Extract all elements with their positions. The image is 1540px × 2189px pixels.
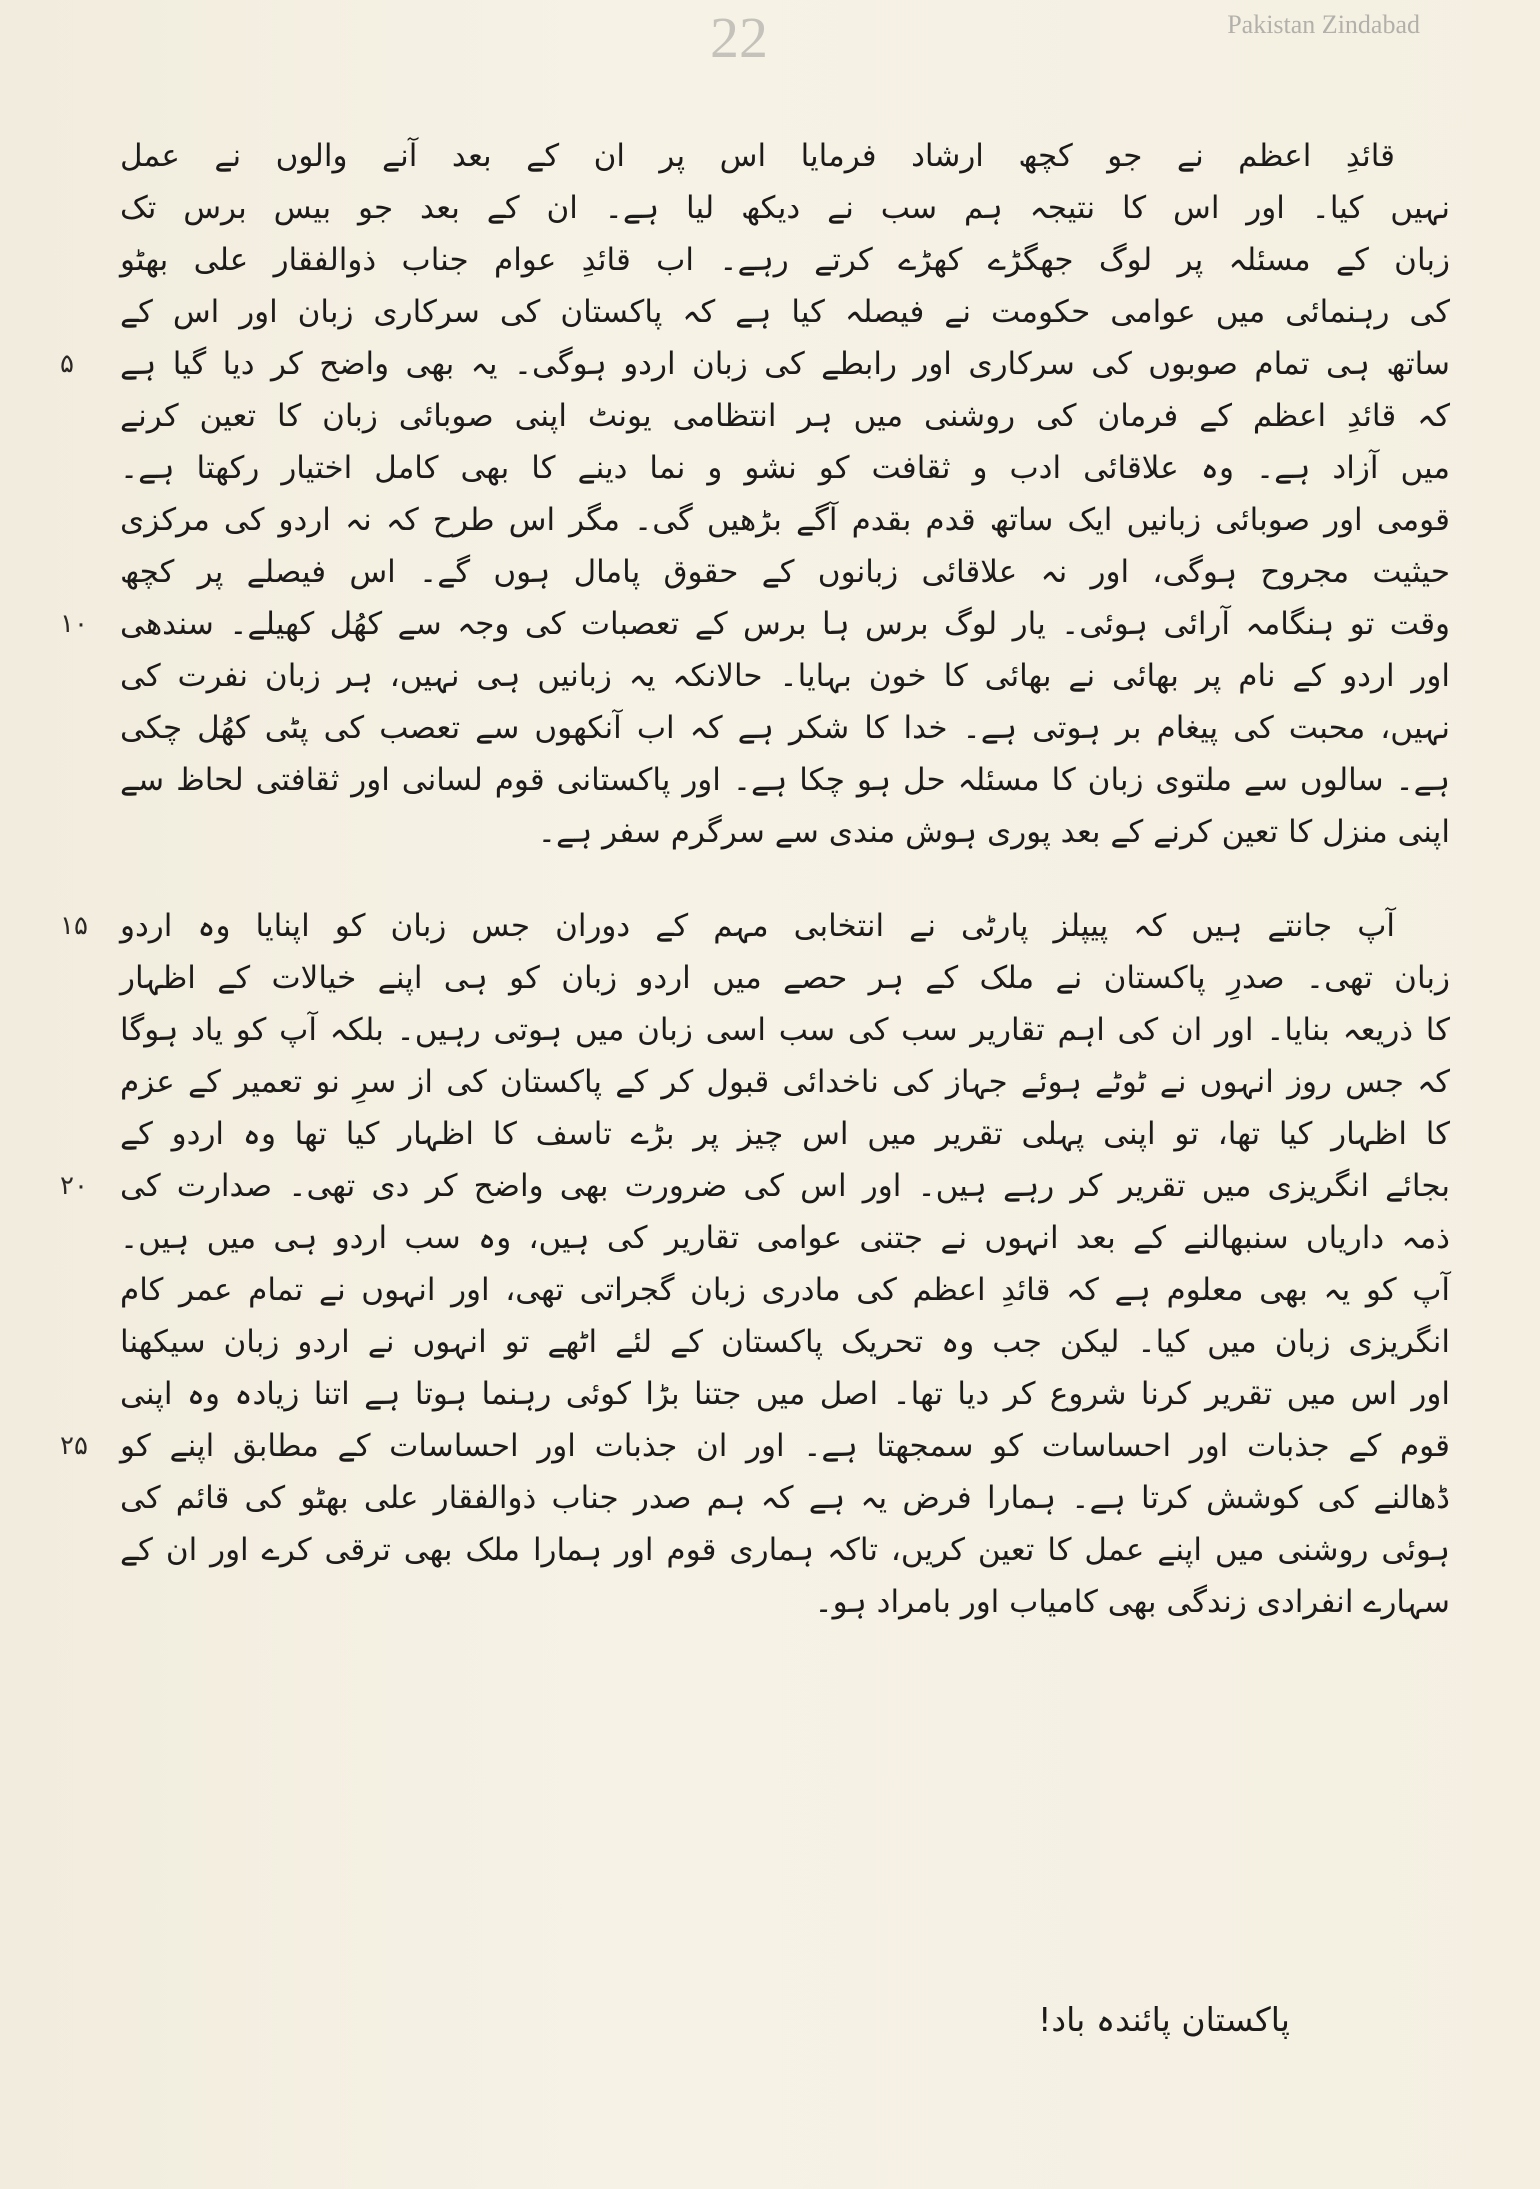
line-text: کہ جس روز انہوں نے ٹوٹے ہوئے جہاز کی ناخدائی قبول کر کے پاکستان کی از سرِ نو تعمیر کے عزم [120, 1064, 1450, 1100]
line-text: حیثیت مجروح ہوگی، اور نہ علاقائی زبانوں کے حقوق پامال ہوں گے۔ اس فیصلے پر کچھ [120, 554, 1450, 590]
text-line [60, 286, 1490, 338]
line-text: زبان کے مسئلہ پر لوگ جھگڑے کھڑے کرتے رہے۔ اب قائدِ عوام جناب ذوالفقار علی بھٹو [120, 242, 1450, 278]
paragraph [60, 900, 1490, 1628]
text-line [60, 1368, 1490, 1420]
line-text: نہیں کیا۔ اور اس کا نتیجہ ہم سب نے دیکھ لیا ہے۔ ان کے بعد جو بیس برس تک [120, 190, 1450, 226]
line-text: ہے۔ سالوں سے ملتوی زبان کا مسئلہ حل ہو چکا ہے۔ اور پاکستانی قوم لسانی اور ثقافتی لحاظ سے [120, 762, 1450, 798]
line-text: وقت تو ہنگامہ آرائی ہوئی۔ یار لوگ برس ہا برس کے تعصبات کی وجہ سے کھُل کھیلے۔ سندھی [120, 606, 1450, 642]
text-line [60, 130, 1490, 182]
line-text: کہ قائدِ اعظم کے فرمان کی روشنی میں ہر انتظامی یونٹ اپنی صوبائی زبان کا تعین کرنے [120, 398, 1450, 434]
text-line [60, 1160, 1490, 1212]
line-text: اور اردو کے نام پر بھائی نے بھائی کا خون بہایا۔ حالانکہ یہ زبانیں ہی نہیں، ہر زبان نفرت کی [120, 658, 1450, 694]
text-line [60, 900, 1490, 952]
line-text: بجائے انگریزی میں تقریر کر رہے ہیں۔ اور اس کی ضرورت بھی واضح کر دی تھی۔ صدارت کی [120, 1168, 1450, 1204]
page-number: 22 [710, 5, 768, 70]
text-line [60, 702, 1490, 754]
text-line [60, 494, 1490, 546]
text-line [60, 442, 1490, 494]
text-line [60, 234, 1490, 286]
text-line [60, 1420, 1490, 1472]
text-line [60, 806, 1490, 858]
text-line [60, 650, 1490, 702]
text-line [60, 1524, 1490, 1576]
line-number: ۲۰ [60, 1171, 88, 1201]
line-text: ہوئی روشنی میں اپنے عمل کا تعین کریں، تاکہ ہماری قوم اور ہمارا ملک بھی ترقی کرے اور ان کے [120, 1532, 1450, 1568]
text-line [60, 1056, 1490, 1108]
line-text: ساتھ ہی تمام صوبوں کی سرکاری اور رابطے کی زبان اردو ہوگی۔ یہ بھی واضح کر دیا گیا ہے [120, 346, 1450, 382]
paragraph-gap [60, 858, 1490, 900]
paragraph [60, 130, 1490, 858]
line-text: ذمہ داریاں سنبھالنے کے بعد انہوں نے جتنی عوامی تقاریر کی ہیں، وہ سب اردو ہی میں ہیں۔ [120, 1220, 1450, 1256]
text-line [60, 1004, 1490, 1056]
line-number: ۲۵ [60, 1431, 88, 1461]
line-text: زبان تھی۔ صدرِ پاکستان نے ملک کے ہر حصے میں اردو زبان کو ہی اپنے خیالات کے اظہار [120, 960, 1450, 996]
line-number: ۱۰ [60, 609, 88, 639]
line-number: ۵ [60, 349, 74, 379]
line-text: اپنی منزل کا تعین کرنے کے بعد پوری ہوش مندی سے سرگرم سفر ہے۔ [537, 814, 1450, 850]
line-text: آپ جانتے ہیں کہ پیپلز پارٹی نے انتخابی مہم کے دوران جس زبان کو اپنایا وہ اردو [120, 908, 1395, 944]
line-text: کا اظہار کیا تھا، تو اپنی پہلی تقریر میں اس چیز پر بڑے تاسف کا اظہار کیا تھا وہ اردو کے [120, 1116, 1450, 1152]
line-text: اور اس میں تقریر کرنا شروع کر دیا تھا۔ اصل میں جتنا بڑا کوئی رہنما ہوتا ہے اتنا زیادہ وہ اپنی [120, 1376, 1450, 1412]
line-number: ۱۵ [60, 911, 88, 941]
line-text: آپ کو یہ بھی معلوم ہے کہ قائدِ اعظم کی مادری زبان گجراتی تھی، اور انہوں نے تمام عمر کام [120, 1272, 1450, 1308]
text-line [60, 182, 1490, 234]
closing-slogan: پاکستان پائندہ باد! [1038, 2000, 1290, 2039]
text-line [60, 338, 1490, 390]
line-text: سہارے انفرادی زندگی بھی کامیاب اور بامراد ہو۔ [814, 1584, 1450, 1620]
text-line [60, 1576, 1490, 1628]
text-line [60, 754, 1490, 806]
line-text: قومی اور صوبائی زبانیں ایک ساتھ قدم بقدم آگے بڑھیں گی۔ مگر اس طرح کہ نہ اردو کی مرکزی [120, 502, 1450, 538]
line-text: نہیں، محبت کی پیغام بر ہوتی ہے۔ خدا کا شکر ہے کہ اب آنکھوں سے تعصب کی پٹی کھُل چکی [120, 710, 1450, 746]
line-text: کی رہنمائی میں عوامی حکومت نے فیصلہ کیا ہے کہ پاکستان کی سرکاری زبان اور اس کے [120, 294, 1450, 330]
line-text: انگریزی زبان میں کیا۔ لیکن جب وہ تحریک پاکستان کے لئے اٹھے تو انہوں نے اردو زبان سیکھنا [120, 1324, 1450, 1360]
running-head: Pakistan Zindabad [1227, 10, 1420, 39]
line-text: ڈھالنے کی کوشش کرتا ہے۔ ہمارا فرض یہ ہے کہ ہم صدر جناب ذوالفقار علی بھٹو کی قائم کی [120, 1480, 1450, 1516]
line-text: قوم کے جذبات اور احساسات کو سمجھتا ہے۔ اور ان جذبات اور احساسات کے مطابق اپنے کو [120, 1428, 1450, 1464]
text-line [60, 1264, 1490, 1316]
urdu-text-body [60, 130, 1490, 1628]
line-text: کا ذریعہ بنایا۔ اور ان کی اہم تقاریر سب کی سب اسی زبان میں ہوتی رہیں۔ بلکہ آپ کو یاد ہوگا [120, 1012, 1450, 1048]
text-line [60, 546, 1490, 598]
text-line [60, 390, 1490, 442]
line-text: میں آزاد ہے۔ وہ علاقائی ادب و ثقافت کو نشو و نما دینے کا بھی کامل اختیار رکھتا ہے۔ [120, 450, 1450, 486]
text-line [60, 1212, 1490, 1264]
text-line [60, 1472, 1490, 1524]
text-line [60, 952, 1490, 1004]
text-line [60, 1316, 1490, 1368]
text-line [60, 1108, 1490, 1160]
text-line [60, 598, 1490, 650]
line-text: قائدِ اعظم نے جو کچھ ارشاد فرمایا اس پر ان کے بعد آنے والوں نے عمل [120, 138, 1395, 174]
